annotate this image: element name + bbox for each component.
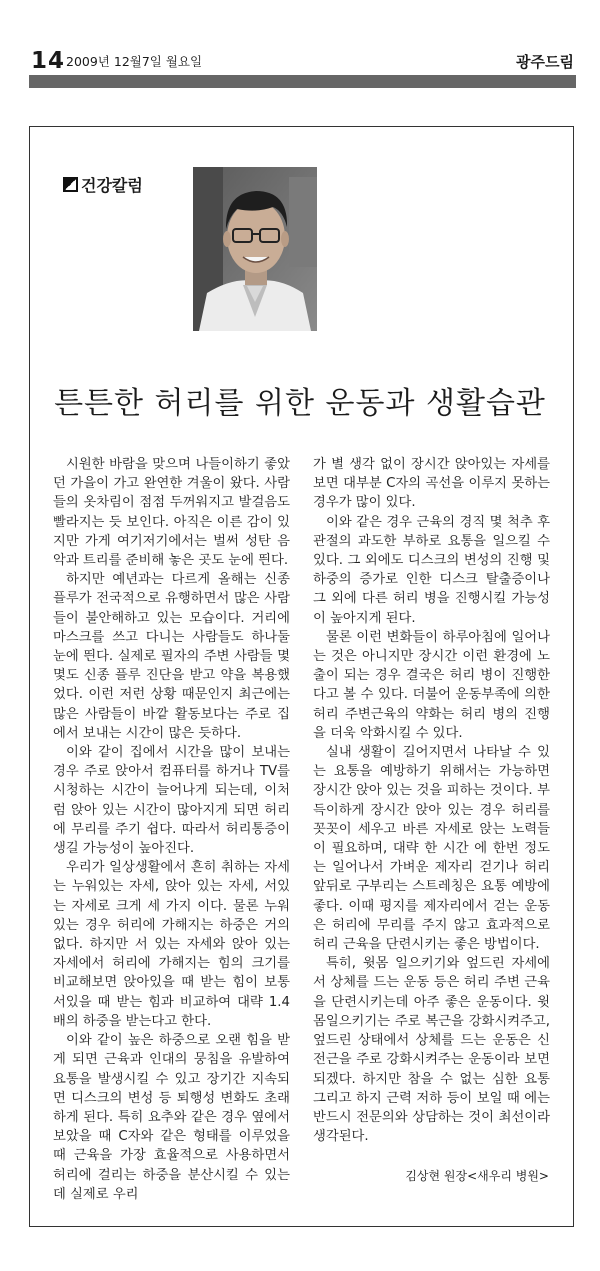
article-title: 튼튼한 허리를 위한 운동과 생활습관 — [54, 386, 546, 421]
section-label-text: 건강칼럼 — [81, 176, 143, 195]
section-marker-icon — [63, 177, 78, 192]
paragraph: 하지만 예년과는 다르게 올해는 신종 플루가 전국적으로 유행하면서 많은 사람들이 불안해하고 있는 모습이다. 거리에 마스크를 쓰고 다니는 사람들도 하나둘 눈에 띈다. 실제로 필자의 주변 사람들 몇몇도 신종 플루 진단을 받고 약을 복용했었다. 이런 저런 상황 때문인지 최근에는 많은 사람들이 바깥 활동보다는 주로 집에서 보내는 시간이 많은 듯하다. — [53, 572, 290, 741]
paragraph: 실내 생활이 길어지면서 나타날 수 있는 요통을 예방하기 위해서는 가능하면 장시간 앉아 있는 것을 피하는 것이다. 부득이하게 장시간 앉아 있는 경우 허리를 꼿꼿이 세우고 바른 자세로 앉는 노력들이 필요하며, 대략 한 시간 에 한번 정도는 일어나서 가벼운 제자리 걷기나 허리 앞뒤로 구부리는 스트레칭은 요통 예방에 좋다. 이때 평지를 제자리에서 걷는 운동은 허리에 무리를 주지 않고 효과적으로 허리 근육을 단련시키는 좋은 방법이다. — [313, 745, 550, 953]
article-column-right — [313, 455, 550, 1146]
article-column-left — [53, 455, 290, 1204]
paragraph-continued: 가 별 생각 없이 장시간 앉아있는 자세를 보면 대부분 C자의 곡선을 이루지 못하는 경우가 많이 있다. — [313, 457, 550, 511]
newspaper-header — [0, 0, 600, 90]
paragraph: 이와 같은 경우 근육의 경직 몇 척추 후관절의 과도한 부하로 요통을 일으킬 수 있다. 그 외에도 디스크의 변성의 진행 및 하중의 증가로 인한 디스크 탈출증이나 그 외에 다른 허리 병을 진행시킬 가능성이 높아지게 된다. — [313, 514, 550, 626]
page-number: 14 — [31, 48, 66, 74]
header-rule — [29, 75, 576, 88]
paragraph: 이와 같이 높은 하중으로 오랜 힘을 받게 되면 근육과 인대의 뭉침을 유발하여 요통을 발생시킬 수 있고 장기간 지속되면 디스크의 변성 등 퇴행성 변화도 초래하게 된다. 특히 요추와 같은 경우 옆에서 보았을 때 C자와 같은 형태를 이루었을 때 근육을 가장 효율적으로 사용하면서 허리에 걸리는 하중을 분산시킬 수 있는데 실제로 우리 — [53, 1033, 290, 1202]
paragraph: 물론 이런 변화들이 하루아침에 일어나는 것은 아니지만 장시간 이런 환경에 노출이 되는 경우 결국은 허리 병이 진행한다고 볼 수 있다. 더불어 운동부족에 의한 허리 주변근육의 약화는 허리 병의 진행을 더욱 악화시킬 수 있다. — [313, 629, 550, 741]
paragraph: 특히, 윗몸 일으키기와 엎드린 자세에서 상체를 드는 운동 등은 허리 주변 근육을 단련시키는데 아주 좋은 운동이다. 윗몸일으키기는 주로 복근을 강화시켜주고, 엎드린 상태에서 상체를 드는 운동은 신전근을 주로 강화시켜주는 운동이라 보면 되겠다. 하지만 참을 수 없는 심한 요통 그리고 하지 근력 저하 등이 보일 때 에는 반드시 전문의와 상담하는 것이 최선이라 생각된다. — [313, 956, 550, 1145]
issue-date: 2009년 12월7일 월요일 — [66, 54, 203, 69]
paragraph: 이와 같이 집에서 시간을 많이 보내는 경우 주로 앉아서 컴퓨터를 하거나 TV를 시청하는 시간이 늘어나게 되는데, 이처럼 앉아 있는 시간이 많아지게 되면 허리에 무리를 주기 쉽다. 따라서 허리통증이 생길 가능성이 높아진다. — [53, 745, 290, 857]
author-byline: 김상현 원장<새우리 병원> — [405, 1169, 549, 1183]
paragraph: 시원한 바람을 맞으며 나들이하기 좋았던 가을이 가고 완연한 겨울이 왔다. 사람들의 옷차림이 점점 두꺼워지고 발걸음도 빨라지는 듯 보인다. 아직은 이른 감이 있지만 가게 여기저기에서는 벌써 성탄 음악과 트리를 준비해 놓은 곳도 눈에 띈다. — [53, 457, 290, 569]
author-photo — [193, 167, 317, 331]
paragraph: 우리가 일상생활에서 흔히 취하는 자세는 누워있는 자세, 앉아 있는 자세, 서있는 자세로 크게 세 가지 이다. 물론 누워있는 경우 허리에 가해지는 하중은 거의 없다. 하지만 서 있는 자세와 앉아 있는 자세에서 허리에 가해지는 힘의 크기를 비교해보면 앉아있을 때 받는 힘이 보통 서있을 때 받는 힘과 비교하여 대략 1.4배의 하중을 받는다고 한다. — [53, 860, 290, 1029]
publication-name: 광주드림 — [516, 53, 574, 71]
section-label — [63, 173, 143, 196]
